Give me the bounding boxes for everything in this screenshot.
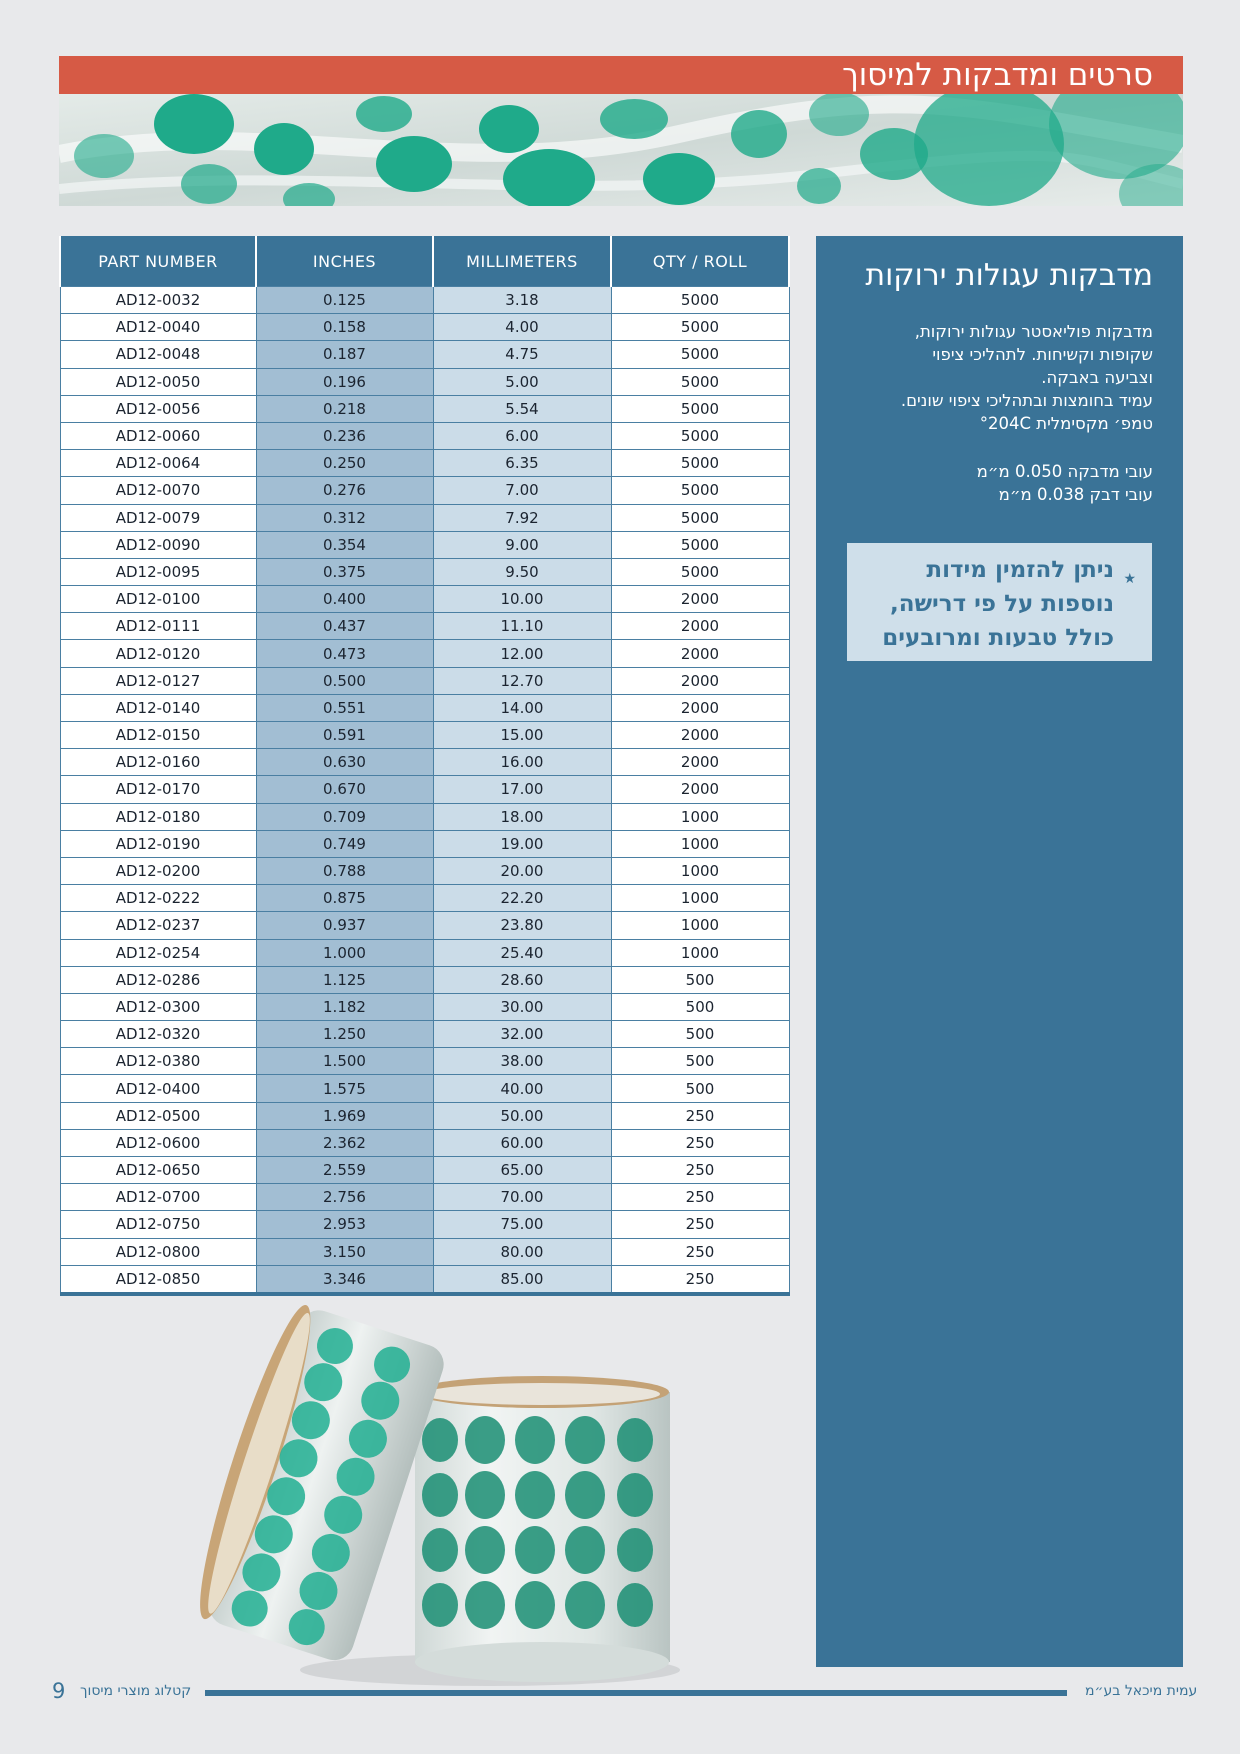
table-row	[60, 1157, 789, 1184]
column-header-qty-roll: QTY / ROLL	[611, 236, 789, 287]
company-name: עמית מיכאל בע״מ	[1085, 1683, 1198, 1699]
cell-part-number: AD12-0700	[60, 1184, 256, 1211]
cell-part-number: AD12-0600	[60, 1129, 256, 1156]
cell-qty-roll: 250	[611, 1211, 789, 1238]
cell-part-number: AD12-0140	[60, 694, 256, 721]
table-row	[60, 1238, 789, 1265]
cell-millimeters: 5.00	[433, 368, 611, 395]
cell-millimeters: 5.54	[433, 395, 611, 422]
cell-qty-roll: 500	[611, 993, 789, 1020]
cell-qty-roll: 5000	[611, 422, 789, 449]
table-row	[60, 749, 789, 776]
cell-part-number: AD12-0650	[60, 1157, 256, 1184]
cell-millimeters: 70.00	[433, 1184, 611, 1211]
cell-qty-roll: 5000	[611, 341, 789, 368]
cell-millimeters: 15.00	[433, 722, 611, 749]
cell-millimeters: 10.00	[433, 586, 611, 613]
cell-part-number: AD12-0064	[60, 450, 256, 477]
table-body	[60, 287, 789, 1294]
cell-qty-roll: 5000	[611, 368, 789, 395]
cell-inches: 2.559	[256, 1157, 433, 1184]
table-row	[60, 314, 789, 341]
cell-millimeters: 85.00	[433, 1265, 611, 1294]
table-row	[60, 613, 789, 640]
description-line: וצביעה באבקה.	[1041, 368, 1153, 387]
cell-qty-roll: 5000	[611, 450, 789, 477]
page-number: 9	[52, 1679, 66, 1703]
cell-millimeters: 30.00	[433, 993, 611, 1020]
cell-part-number: AD12-0040	[60, 314, 256, 341]
cell-inches: 0.437	[256, 613, 433, 640]
cell-inches: 0.709	[256, 803, 433, 830]
column-header-part-number: PART NUMBER	[60, 236, 256, 287]
cell-inches: 3.150	[256, 1238, 433, 1265]
cell-millimeters: 6.35	[433, 450, 611, 477]
cell-millimeters: 7.00	[433, 477, 611, 504]
cell-part-number: AD12-0286	[60, 966, 256, 993]
note-line: ניתן להזמין מידות	[926, 557, 1114, 583]
table-row	[60, 1265, 789, 1294]
cell-millimeters: 19.00	[433, 830, 611, 857]
product-description	[833, 320, 1153, 435]
table-row	[60, 1129, 789, 1156]
cell-millimeters: 60.00	[433, 1129, 611, 1156]
cell-inches: 0.354	[256, 531, 433, 558]
cell-qty-roll: 1000	[611, 912, 789, 939]
star-icon: ★	[1123, 571, 1136, 587]
description-line: מדבקות פוליאסטר עגולות ירוקות,	[914, 322, 1153, 341]
table-row	[60, 912, 789, 939]
cell-qty-roll: 250	[611, 1265, 789, 1294]
cell-qty-roll: 1000	[611, 885, 789, 912]
cell-qty-roll: 1000	[611, 803, 789, 830]
cell-inches: 1.250	[256, 1021, 433, 1048]
cell-qty-roll: 1000	[611, 857, 789, 884]
note-line: נוספות על פי דרישה,	[890, 591, 1114, 617]
cell-part-number: AD12-0254	[60, 939, 256, 966]
cell-millimeters: 17.00	[433, 776, 611, 803]
description-line: שקופות וקשיחות. לתהליכי ציפוי	[932, 345, 1153, 364]
page-title: סרטים ומדבקות למיסוך	[59, 56, 1183, 94]
table-row	[60, 939, 789, 966]
cell-millimeters: 23.80	[433, 912, 611, 939]
cell-qty-roll: 500	[611, 1048, 789, 1075]
cell-qty-roll: 5000	[611, 287, 789, 314]
table-row	[60, 422, 789, 449]
description-line: טמפ׳ מקסימלית 204C°	[979, 414, 1153, 433]
parts-table-container	[59, 236, 788, 1296]
cell-inches: 1.182	[256, 993, 433, 1020]
cell-part-number: AD12-0032	[60, 287, 256, 314]
cell-inches: 0.375	[256, 558, 433, 585]
catalog-label: קטלוג מוצרי מיסוך	[80, 1683, 192, 1699]
cell-inches: 0.749	[256, 830, 433, 857]
header-banner	[59, 56, 1183, 206]
product-heading: מדבקות עגולות ירוקות	[865, 258, 1153, 293]
cell-millimeters: 50.00	[433, 1102, 611, 1129]
cell-qty-roll: 250	[611, 1157, 789, 1184]
cell-inches: 0.236	[256, 422, 433, 449]
cell-inches: 0.218	[256, 395, 433, 422]
thickness-line: עובי מדבקה 0.050 מ״מ	[976, 462, 1153, 481]
note-line: כולל טבעות ומרובעים	[882, 625, 1114, 651]
cell-part-number: AD12-0237	[60, 912, 256, 939]
cell-inches: 2.362	[256, 1129, 433, 1156]
product-rolls-image	[190, 1300, 690, 1690]
cell-inches: 0.670	[256, 776, 433, 803]
table-row	[60, 395, 789, 422]
cell-qty-roll: 5000	[611, 477, 789, 504]
table-row	[60, 450, 789, 477]
cell-part-number: AD12-0800	[60, 1238, 256, 1265]
cell-qty-roll: 250	[611, 1102, 789, 1129]
cell-part-number: AD12-0850	[60, 1265, 256, 1294]
cell-part-number: AD12-0070	[60, 477, 256, 504]
table-row	[60, 803, 789, 830]
cell-millimeters: 80.00	[433, 1238, 611, 1265]
cell-part-number: AD12-0180	[60, 803, 256, 830]
cell-part-number: AD12-0048	[60, 341, 256, 368]
table-row	[60, 667, 789, 694]
cell-inches: 0.630	[256, 749, 433, 776]
table-row	[60, 368, 789, 395]
cell-part-number: AD12-0050	[60, 368, 256, 395]
cell-millimeters: 9.50	[433, 558, 611, 585]
cell-millimeters: 14.00	[433, 694, 611, 721]
cell-millimeters: 32.00	[433, 1021, 611, 1048]
cell-qty-roll: 2000	[611, 667, 789, 694]
cell-inches: 2.756	[256, 1184, 433, 1211]
cell-part-number: AD12-0120	[60, 640, 256, 667]
cell-part-number: AD12-0500	[60, 1102, 256, 1129]
cell-part-number: AD12-0400	[60, 1075, 256, 1102]
table-row	[60, 1211, 789, 1238]
cell-inches: 3.346	[256, 1265, 433, 1294]
cell-part-number: AD12-0100	[60, 586, 256, 613]
cell-qty-roll: 500	[611, 1021, 789, 1048]
cell-qty-roll: 2000	[611, 694, 789, 721]
cell-inches: 1.125	[256, 966, 433, 993]
cell-inches: 0.312	[256, 504, 433, 531]
cell-inches: 0.551	[256, 694, 433, 721]
thickness-specs	[977, 460, 1153, 506]
cell-qty-roll: 250	[611, 1184, 789, 1211]
cell-part-number: AD12-0190	[60, 830, 256, 857]
cell-inches: 1.969	[256, 1102, 433, 1129]
cell-millimeters: 18.00	[433, 803, 611, 830]
cell-inches: 0.473	[256, 640, 433, 667]
cell-part-number: AD12-0127	[60, 667, 256, 694]
cell-qty-roll: 1000	[611, 939, 789, 966]
cell-inches: 0.875	[256, 885, 433, 912]
cell-part-number: AD12-0222	[60, 885, 256, 912]
table-row	[60, 1102, 789, 1129]
description-line: עמיד בחומצות ובתהליכי ציפוי שונים.	[900, 391, 1153, 410]
cell-millimeters: 6.00	[433, 422, 611, 449]
cell-part-number: AD12-0160	[60, 749, 256, 776]
table-row	[60, 1075, 789, 1102]
cell-qty-roll: 2000	[611, 640, 789, 667]
cell-millimeters: 40.00	[433, 1075, 611, 1102]
cell-qty-roll: 250	[611, 1129, 789, 1156]
cell-millimeters: 3.18	[433, 287, 611, 314]
cell-millimeters: 25.40	[433, 939, 611, 966]
cell-millimeters: 7.92	[433, 504, 611, 531]
table-row	[60, 1184, 789, 1211]
cell-millimeters: 20.00	[433, 857, 611, 884]
table-header-row	[60, 236, 789, 287]
parts-table	[59, 236, 790, 1296]
cell-inches: 0.158	[256, 314, 433, 341]
cell-part-number: AD12-0150	[60, 722, 256, 749]
cell-inches: 1.500	[256, 1048, 433, 1075]
cell-inches: 0.500	[256, 667, 433, 694]
cell-inches: 0.400	[256, 586, 433, 613]
cell-millimeters: 11.10	[433, 613, 611, 640]
cell-millimeters: 75.00	[433, 1211, 611, 1238]
cell-part-number: AD12-0170	[60, 776, 256, 803]
cell-part-number: AD12-0320	[60, 1021, 256, 1048]
cell-qty-roll: 5000	[611, 531, 789, 558]
cell-qty-roll: 5000	[611, 314, 789, 341]
table-row	[60, 1048, 789, 1075]
cell-millimeters: 4.00	[433, 314, 611, 341]
cell-qty-roll: 2000	[611, 722, 789, 749]
cell-qty-roll: 2000	[611, 613, 789, 640]
table-row	[60, 341, 789, 368]
table-row	[60, 857, 789, 884]
table-row	[60, 722, 789, 749]
cell-inches: 2.953	[256, 1211, 433, 1238]
banner-image	[59, 94, 1183, 206]
cell-millimeters: 28.60	[433, 966, 611, 993]
custom-order-note	[847, 543, 1152, 661]
cell-part-number: AD12-0060	[60, 422, 256, 449]
cell-qty-roll: 2000	[611, 586, 789, 613]
cell-inches: 0.937	[256, 912, 433, 939]
column-header-inches: INCHES	[256, 236, 433, 287]
table-row	[60, 640, 789, 667]
cell-millimeters: 38.00	[433, 1048, 611, 1075]
cell-part-number: AD12-0111	[60, 613, 256, 640]
cell-part-number: AD12-0056	[60, 395, 256, 422]
cell-millimeters: 65.00	[433, 1157, 611, 1184]
table-row	[60, 993, 789, 1020]
cell-inches: 1.575	[256, 1075, 433, 1102]
cell-inches: 0.591	[256, 722, 433, 749]
thickness-line: עובי דבק 0.038 מ״מ	[998, 485, 1153, 504]
cell-millimeters: 22.20	[433, 885, 611, 912]
cell-qty-roll: 500	[611, 1075, 789, 1102]
table-row	[60, 694, 789, 721]
cell-millimeters: 12.70	[433, 667, 611, 694]
cell-inches: 0.250	[256, 450, 433, 477]
table-row	[60, 531, 789, 558]
column-header-millimeters: MILLIMETERS	[433, 236, 611, 287]
cell-inches: 1.000	[256, 939, 433, 966]
cell-part-number: AD12-0090	[60, 531, 256, 558]
cell-qty-roll: 5000	[611, 558, 789, 585]
cell-part-number: AD12-0750	[60, 1211, 256, 1238]
cell-inches: 0.788	[256, 857, 433, 884]
cell-qty-roll: 5000	[611, 504, 789, 531]
table-row	[60, 558, 789, 585]
table-row	[60, 1021, 789, 1048]
cell-millimeters: 4.75	[433, 341, 611, 368]
cell-inches: 0.125	[256, 287, 433, 314]
cell-qty-roll: 250	[611, 1238, 789, 1265]
cell-qty-roll: 500	[611, 966, 789, 993]
footer-divider	[205, 1690, 1067, 1696]
cell-qty-roll: 2000	[611, 776, 789, 803]
cell-qty-roll: 2000	[611, 749, 789, 776]
table-row	[60, 776, 789, 803]
side-panel	[816, 236, 1183, 1667]
cell-qty-roll: 1000	[611, 830, 789, 857]
cell-millimeters: 12.00	[433, 640, 611, 667]
cell-part-number: AD12-0079	[60, 504, 256, 531]
table-row	[60, 287, 789, 314]
table-row	[60, 477, 789, 504]
table-row	[60, 586, 789, 613]
cell-inches: 0.187	[256, 341, 433, 368]
cell-part-number: AD12-0200	[60, 857, 256, 884]
cell-qty-roll: 5000	[611, 395, 789, 422]
table-row	[60, 966, 789, 993]
table-row	[60, 830, 789, 857]
table-row	[60, 885, 789, 912]
cell-inches: 0.196	[256, 368, 433, 395]
cell-inches: 0.276	[256, 477, 433, 504]
cell-part-number: AD12-0300	[60, 993, 256, 1020]
cell-part-number: AD12-0095	[60, 558, 256, 585]
cell-millimeters: 9.00	[433, 531, 611, 558]
cell-millimeters: 16.00	[433, 749, 611, 776]
cell-part-number: AD12-0380	[60, 1048, 256, 1075]
table-row	[60, 504, 789, 531]
